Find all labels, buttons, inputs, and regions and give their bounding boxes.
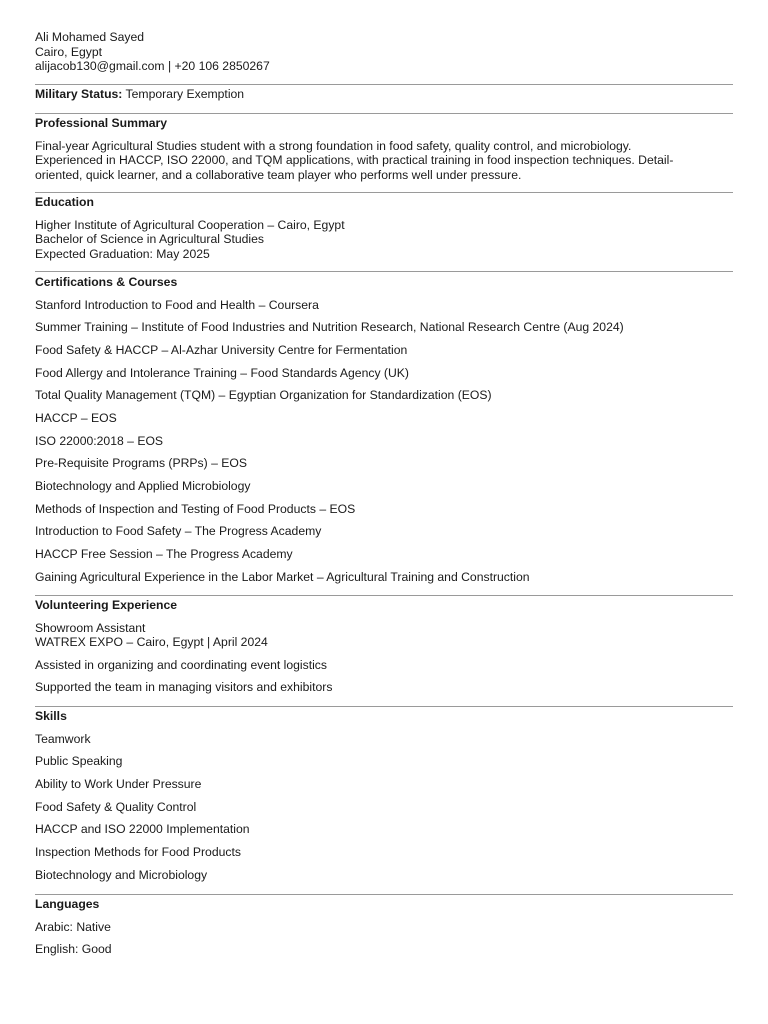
section-heading-education: Education [35,195,94,209]
military-status [35,87,244,102]
military-status-value: Temporary Exemption [125,87,245,101]
volunteering-item: Assisted in organizing and coordinating event logistics [35,657,327,672]
section-heading-skills: Skills [35,709,67,723]
candidate-name: Ali Mohamed Sayed [35,30,145,44]
education-institution: Higher Institute of Agricultural Cooperation – Cairo, Egypt [35,217,345,232]
certification-item: Methods of Inspection and Testing of Food Products – EOS [35,501,356,516]
skill-item: Public Speaking [35,754,123,769]
certifications-section [35,275,733,592]
header [35,30,270,74]
language-item: English: Good [35,942,112,957]
divider [35,894,733,895]
section-heading-certifications: Certifications & Courses [35,275,178,289]
divider [35,113,733,114]
divider [35,84,733,85]
certification-item: HACCP Free Session – The Progress Academy [35,547,293,562]
volunteering-section [35,598,733,703]
language-item: Arabic: Native [35,919,111,934]
section-heading-volunteering: Volunteering Experience [35,598,178,612]
section-heading-summary: Professional Summary [35,116,168,130]
section-heading-languages: Languages [35,897,100,911]
certification-item: ISO 22000:2018 – EOS [35,433,164,448]
certification-item: Gaining Agricultural Experience in the Labor Market – Agricultural Training and Construction [35,569,530,584]
skill-item: Inspection Methods for Food Products [35,844,241,859]
certification-item: Summer Training – Institute of Food Industries and Nutrition Research, National Research Centre (Aug 2024) [35,320,624,335]
certification-item: Pre-Requisite Programs (PRPs) – EOS [35,456,247,471]
candidate-contact: alijacob130@gmail.com | +20 106 2850267 [35,59,270,73]
summary-line: Experienced in HACCP, ISO 22000, and TQM applications, with practical training in food inspection techniques. Detail- [35,153,674,167]
skill-item: Food Safety & Quality Control [35,799,197,814]
certification-item: Introduction to Food Safety – The Progress Academy [35,524,322,539]
divider [35,192,733,193]
skill-item: Biotechnology and Microbiology [35,867,208,882]
military-status-label: Military Status: [35,87,123,101]
skills-section [35,709,733,890]
divider [35,706,733,707]
education-section [35,195,733,261]
candidate-location: Cairo, Egypt [35,44,103,59]
summary-line: Final-year Agricultural Studies student with a strong foundation in food safety, quality control, and microbiology. [35,138,632,153]
divider [35,595,733,596]
education-graduation: Expected Graduation: May 2025 [35,246,210,261]
certification-item: HACCP – EOS [35,410,117,425]
languages-section [35,897,733,965]
skill-item: HACCP and ISO 22000 Implementation [35,822,250,837]
summary-section [35,116,733,182]
certification-item: Stanford Introduction to Food and Health – Coursera [35,297,319,312]
volunteering-event: WATREX EXPO – Cairo, Egypt | April 2024 [35,635,268,649]
skill-item: Teamwork [35,731,91,746]
education-degree: Bachelor of Science in Agricultural Studies [35,232,264,246]
volunteering-role: Showroom Assistant [35,620,146,635]
certification-item: Food Safety & HACCP – Al-Azhar University Centre for Fermentation [35,342,408,357]
summary-line: oriented, quick learner, and a collaborative team player who performs well under pressure. [35,167,522,182]
skill-item: Ability to Work Under Pressure [35,776,202,791]
divider [35,271,733,272]
certification-item: Food Allergy and Intolerance Training – Food Standards Agency (UK) [35,365,409,380]
volunteering-item: Supported the team in managing visitors and exhibitors [35,680,333,695]
certification-item: Biotechnology and Applied Microbiology [35,479,251,493]
certification-item: Total Quality Management (TQM) – Egyptian Organization for Standardization (EOS) [35,388,492,403]
